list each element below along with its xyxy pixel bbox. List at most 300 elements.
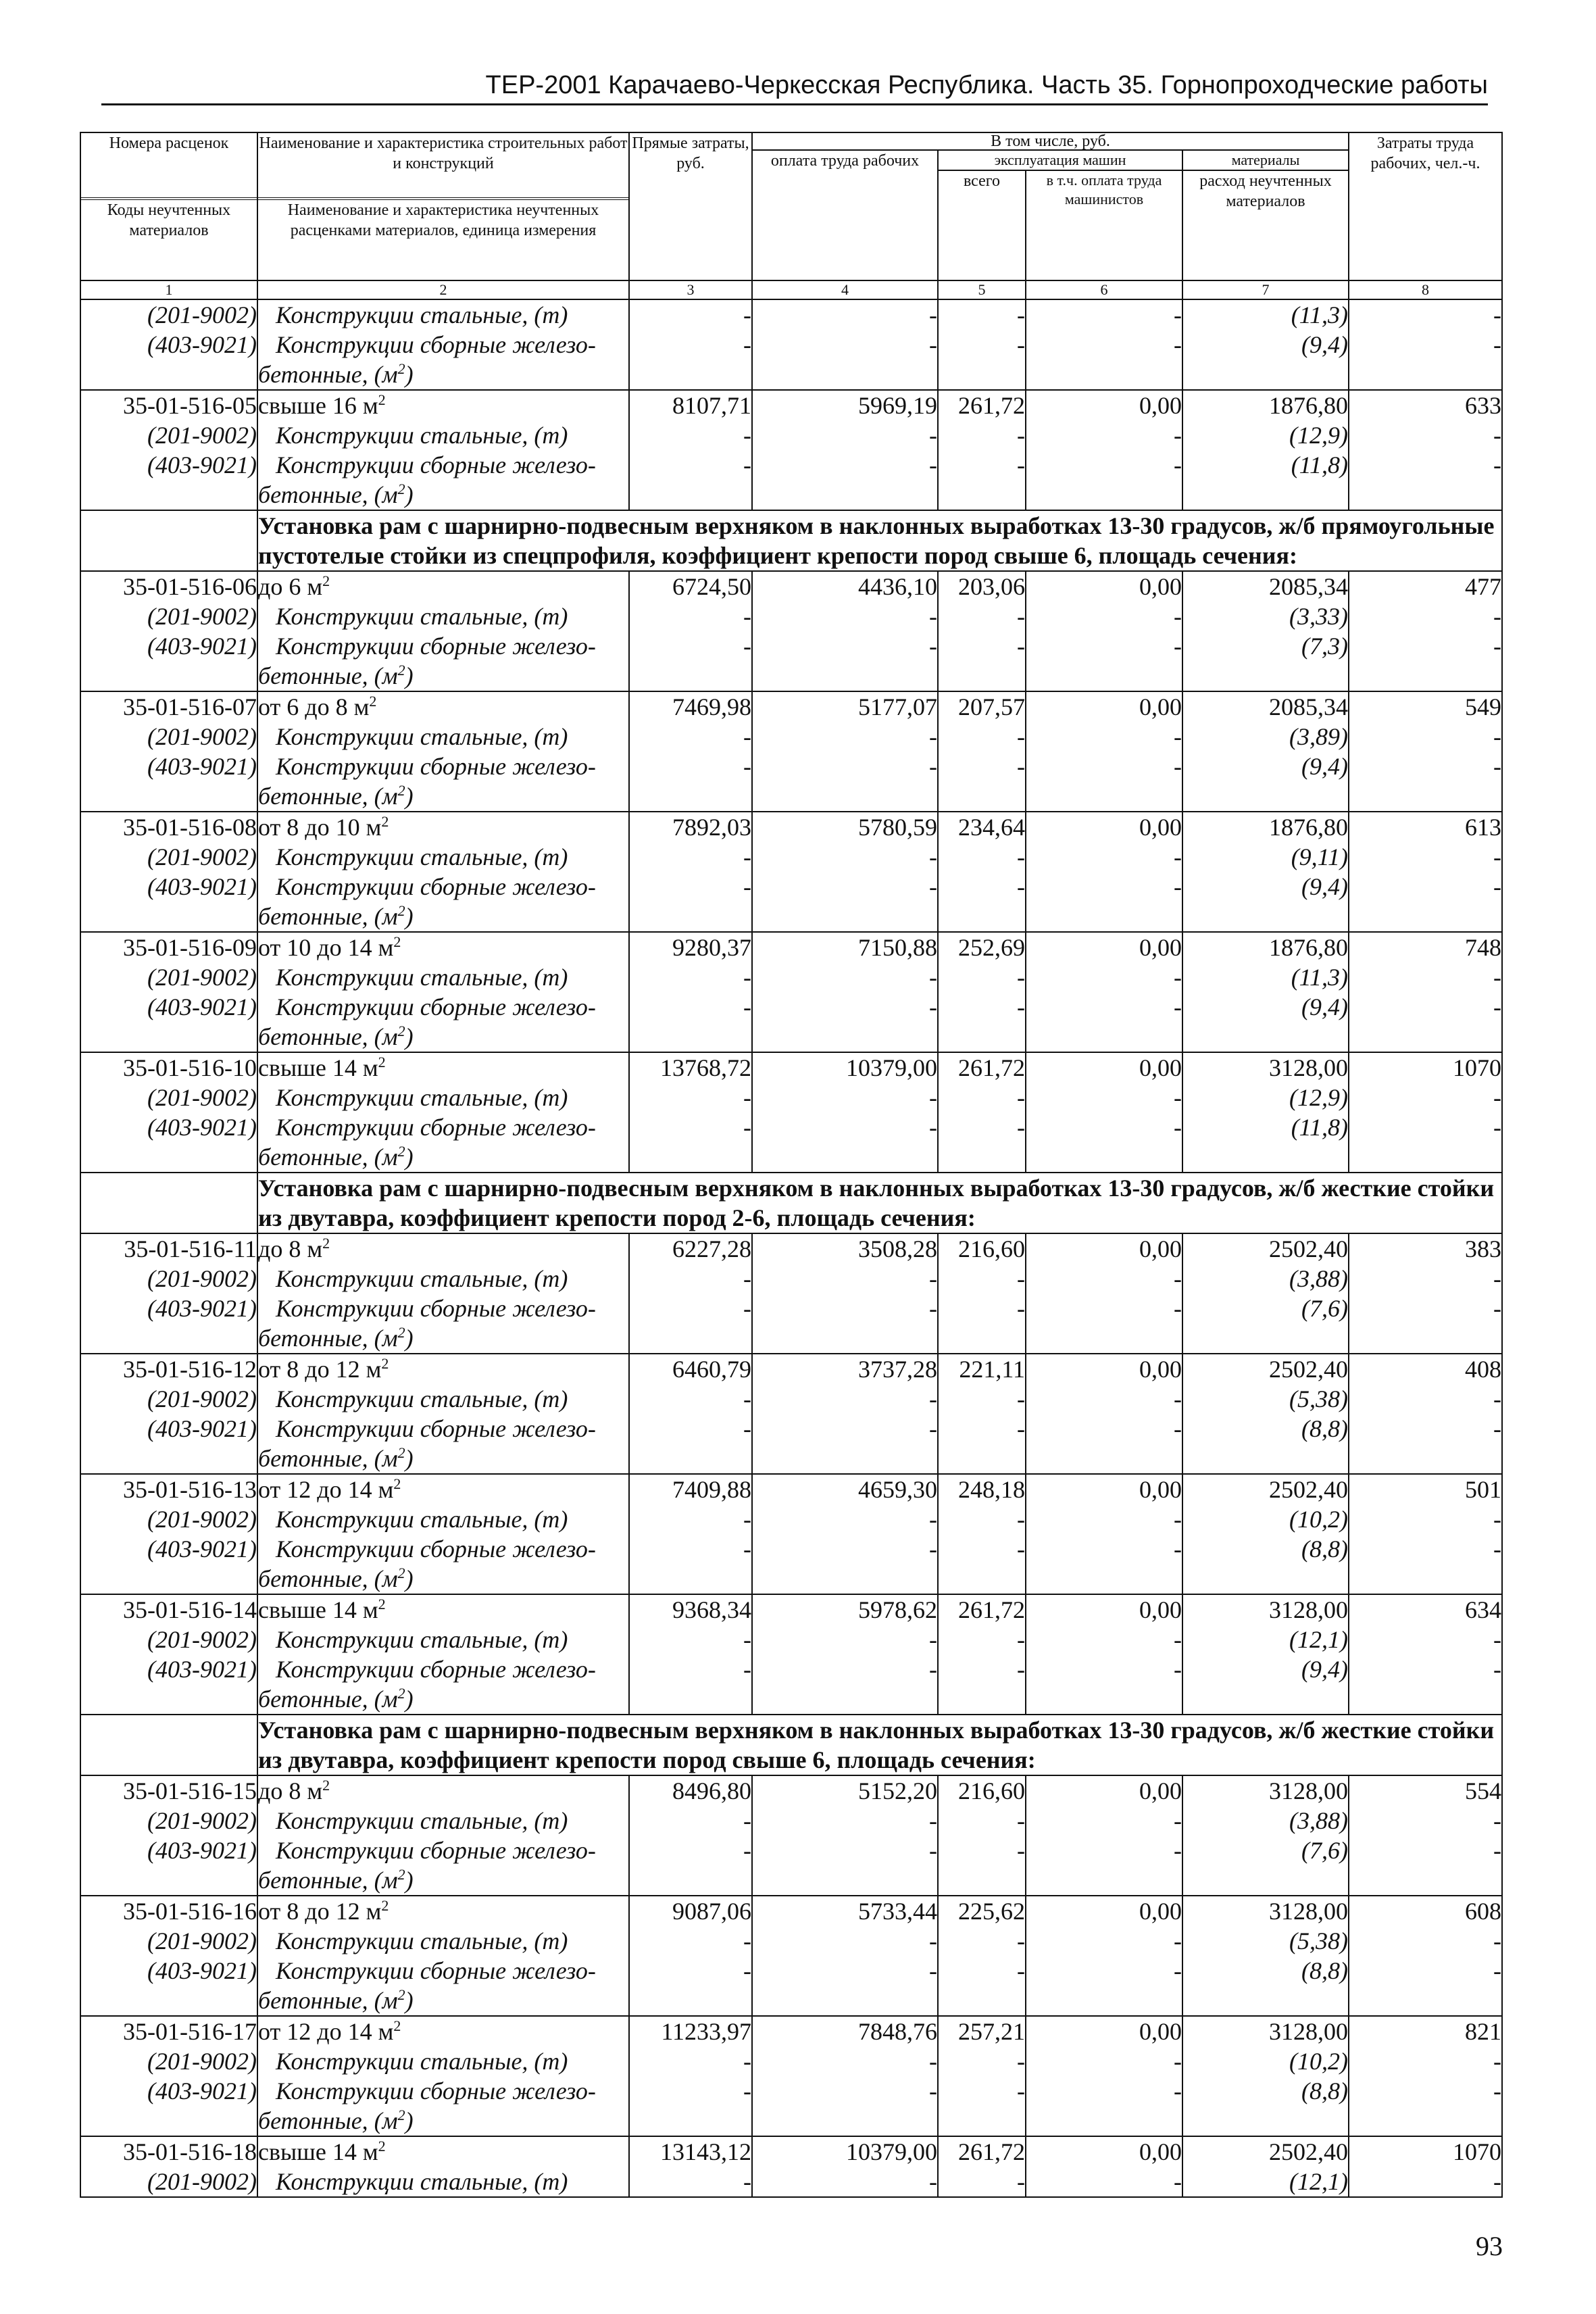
col7-header: расход неучтенных материалов [1182, 170, 1349, 280]
resource-row-cont [80, 1444, 1502, 1474]
rate-name: от 8 до 12 $м^2$ [257, 1354, 629, 1384]
resource-name-cont: бетонные, $(м^2)$ [257, 1684, 629, 1715]
resource-name: Конструкции стальные, (т) [257, 2046, 629, 2076]
direct-cost: 7469,98 [629, 691, 752, 722]
materials-cost: 3128,00 [1182, 1775, 1349, 1806]
header-rule [101, 103, 1488, 105]
col-number: 4 [752, 280, 938, 299]
resource-row-cont [80, 661, 1502, 691]
dash-cell: - [1026, 962, 1182, 992]
materials-cost: 2502,40 [1182, 2136, 1349, 2167]
rate-name: от 6 до 8 $м^2$ [257, 691, 629, 722]
dash-cell: - [629, 2076, 752, 2106]
dash-cell: - [1349, 1806, 1502, 1836]
materials-cost: 3128,00 [1182, 1594, 1349, 1625]
resource-row-cont [80, 902, 1502, 932]
dash-cell: - [938, 722, 1026, 752]
dash-cell: - [1349, 330, 1502, 360]
labor-hours: 748 [1349, 932, 1502, 962]
rate-code: 35-01-516-11 [80, 1233, 257, 1264]
dash-cell: - [1026, 2076, 1182, 2106]
dash-cell: - [629, 420, 752, 450]
dash-cell: - [629, 1294, 752, 1323]
rate-code: 35-01-516-06 [80, 571, 257, 601]
materials-cost: 2502,40 [1182, 1354, 1349, 1384]
resource-name: Конструкции сборные железо- [257, 1836, 629, 1865]
dash-cell: - [629, 722, 752, 752]
resource-amount: (8,8) [1182, 1414, 1349, 1444]
dash-cell: - [752, 631, 938, 661]
resource-row-cont [80, 1986, 1502, 2016]
rate-name: от 8 до 10 $м^2$ [257, 812, 629, 842]
dash-cell: - [1349, 1264, 1502, 1294]
resource-name: Конструкции сборные железо- [257, 1414, 629, 1444]
dash-cell: - [1349, 1112, 1502, 1142]
labor-hours: 613 [1349, 812, 1502, 842]
resource-code: (201-9002) [80, 420, 257, 450]
dash-cell: - [1026, 1926, 1182, 1956]
dash-cell: - [1349, 1384, 1502, 1414]
dash-cell: - [938, 1534, 1026, 1564]
machines-total: 207,57 [938, 691, 1026, 722]
machinist-wage: 0,00 [1026, 1354, 1182, 1384]
rate-row [80, 1594, 1502, 1625]
resource-name: Конструкции сборные железо- [257, 872, 629, 902]
resource-code: (201-9002) [80, 1504, 257, 1534]
dash-cell: - [752, 1384, 938, 1414]
dash-cell: - [1349, 450, 1502, 480]
dash-cell: - [938, 1654, 1026, 1684]
resource-row [80, 330, 1502, 360]
dash-cell: - [629, 1956, 752, 1986]
dash-cell: - [629, 1625, 752, 1654]
dash-cell: - [629, 631, 752, 661]
resource-amount: (3,33) [1182, 601, 1349, 631]
dash-cell: - [752, 1956, 938, 1986]
resource-code: (201-9002) [80, 1625, 257, 1654]
rate-row [80, 1474, 1502, 1504]
resource-row [80, 2076, 1502, 2106]
resource-name-cont: бетонные, $(м^2)$ [257, 661, 629, 691]
dash-cell: - [629, 1384, 752, 1414]
resource-code: (201-9002) [80, 1926, 257, 1956]
dash-cell: - [938, 1083, 1026, 1112]
machines-total: 261,72 [938, 1052, 1026, 1083]
dash-cell: - [1349, 1836, 1502, 1865]
resource-code: (201-9002) [80, 962, 257, 992]
dash-cell: - [752, 1534, 938, 1564]
resource-amount: (8,8) [1182, 1534, 1349, 1564]
machines-total: 261,72 [938, 1594, 1026, 1625]
rate-row [80, 812, 1502, 842]
resource-amount: (9,4) [1182, 752, 1349, 781]
direct-cost: 7409,88 [629, 1474, 752, 1504]
dash-cell: - [752, 842, 938, 872]
dash-cell: - [1026, 872, 1182, 902]
resource-name: Конструкции стальные, (т) [257, 1806, 629, 1836]
dash-cell: - [1349, 1414, 1502, 1444]
machines-total: 248,18 [938, 1474, 1026, 1504]
resource-amount: (12,9) [1182, 1083, 1349, 1112]
dash-cell: - [938, 992, 1026, 1022]
resource-name: Конструкции стальные, (т) [257, 1083, 629, 1112]
dash-cell: - [629, 601, 752, 631]
materials-cost: 2502,40 [1182, 1474, 1349, 1504]
dash-cell: - [938, 842, 1026, 872]
dash-cell: - [752, 1836, 938, 1865]
dash-cell: - [752, 1625, 938, 1654]
dash-cell: - [1026, 2167, 1182, 2197]
resource-name: Конструкции сборные железо- [257, 1956, 629, 1986]
dash-cell: - [1026, 450, 1182, 480]
resource-amount: (8,8) [1182, 2076, 1349, 2106]
resource-row [80, 1414, 1502, 1444]
rate-name: свыше 14 $м^2$ [257, 2136, 629, 2167]
dash-cell: - [1349, 1625, 1502, 1654]
resource-name-cont: бетонные, $(м^2)$ [257, 2106, 629, 2136]
dash-cell: - [752, 722, 938, 752]
resource-name: Конструкции сборные железо- [257, 330, 629, 360]
resource-code: (403-9021) [80, 1112, 257, 1142]
col6-header: в т.ч. оплата труда машинистов [1026, 170, 1182, 280]
rate-code: 35-01-516-05 [80, 390, 257, 420]
resource-code: (403-9021) [80, 2076, 257, 2106]
dash-cell: - [752, 962, 938, 992]
dash-cell: - [1349, 2167, 1502, 2197]
resource-name-cont: бетонные, $(м^2)$ [257, 781, 629, 812]
dash-cell: - [1026, 299, 1182, 330]
resource-amount: (7,6) [1182, 1294, 1349, 1323]
resource-row [80, 752, 1502, 781]
machines-total: 221,11 [938, 1354, 1026, 1384]
resource-row [80, 299, 1502, 330]
dash-cell: - [1026, 1414, 1182, 1444]
materials-cost: 2085,34 [1182, 571, 1349, 601]
dash-cell: - [1026, 631, 1182, 661]
dash-cell: - [629, 1534, 752, 1564]
resource-name: Конструкции стальные, (т) [257, 299, 629, 330]
dash-cell: - [752, 1294, 938, 1323]
direct-cost: 13143,12 [629, 2136, 752, 2167]
resource-row-cont [80, 1142, 1502, 1173]
resource-row-cont [80, 1564, 1502, 1594]
labor-hours: 554 [1349, 1775, 1502, 1806]
col2-header-top: Наименование и характеристика строительных работ и конструкций [257, 132, 629, 197]
dash-cell: - [1026, 1294, 1182, 1323]
dash-cell: - [629, 2167, 752, 2197]
dash-cell: - [938, 1806, 1026, 1836]
dash-cell: - [629, 1836, 752, 1865]
dash-cell: - [1349, 962, 1502, 992]
dash-cell: - [938, 1414, 1026, 1444]
resource-row [80, 1836, 1502, 1865]
worker-wage: 4436,10 [752, 571, 938, 601]
resource-code: (201-9002) [80, 1806, 257, 1836]
resource-name: Конструкции сборные железо- [257, 1654, 629, 1684]
resource-code: (403-9021) [80, 450, 257, 480]
resource-row [80, 420, 1502, 450]
resource-row [80, 1534, 1502, 1564]
machinist-wage: 0,00 [1026, 691, 1182, 722]
resource-name: Конструкции стальные, (т) [257, 722, 629, 752]
worker-wage: 5780,59 [752, 812, 938, 842]
machinist-wage: 0,00 [1026, 1474, 1182, 1504]
dash-cell: - [629, 1504, 752, 1534]
resource-amount: (10,2) [1182, 2046, 1349, 2076]
resource-name: Конструкции сборные железо- [257, 1112, 629, 1142]
dash-cell: - [752, 2167, 938, 2197]
machines-total: 261,72 [938, 390, 1026, 420]
resource-row [80, 601, 1502, 631]
worker-wage: 5152,20 [752, 1775, 938, 1806]
machines-total: 216,60 [938, 1233, 1026, 1264]
dash-cell: - [629, 450, 752, 480]
resource-amount: (12,1) [1182, 2167, 1349, 2197]
resource-row-cont [80, 1323, 1502, 1354]
rate-name: до 6 $м^2$ [257, 571, 629, 601]
resource-row [80, 872, 1502, 902]
machinist-wage: 0,00 [1026, 1233, 1182, 1264]
dash-cell: - [1349, 420, 1502, 450]
rate-code: 35-01-516-10 [80, 1052, 257, 1083]
labor-hours: 549 [1349, 691, 1502, 722]
materials-cost: 1876,80 [1182, 390, 1349, 420]
machines-total: 203,06 [938, 571, 1026, 601]
rate-row [80, 2016, 1502, 2046]
rate-name: до 8 $м^2$ [257, 1775, 629, 1806]
dash-cell: - [1349, 1956, 1502, 1986]
materials-cost: 3128,00 [1182, 1896, 1349, 1926]
dash-cell: - [1026, 1264, 1182, 1294]
dash-cell: - [629, 2046, 752, 2076]
dash-cell: - [752, 872, 938, 902]
resource-name: Конструкции стальные, (т) [257, 962, 629, 992]
resource-row [80, 992, 1502, 1022]
machinist-wage: 0,00 [1026, 2136, 1182, 2167]
dash-cell: - [1349, 722, 1502, 752]
resource-name: Конструкции стальные, (т) [257, 2167, 629, 2197]
col4-header: оплата труда рабочих [752, 150, 938, 280]
dash-cell: - [629, 1654, 752, 1684]
dash-cell: - [1349, 2076, 1502, 2106]
dash-cell: - [629, 752, 752, 781]
worker-wage: 3508,28 [752, 1233, 938, 1264]
machines-total: 252,69 [938, 932, 1026, 962]
dash-cell: - [1349, 1534, 1502, 1564]
resource-amount: (11,3) [1182, 962, 1349, 992]
resource-name-cont: бетонные, $(м^2)$ [257, 1444, 629, 1474]
dash-cell: - [752, 1112, 938, 1142]
direct-cost: 9087,06 [629, 1896, 752, 1926]
resource-name-cont: бетонные, $(м^2)$ [257, 360, 629, 390]
dash-cell: - [1026, 1534, 1182, 1564]
resource-name: Конструкции сборные железо- [257, 992, 629, 1022]
worker-wage: 10379,00 [752, 1052, 938, 1083]
dash-cell: - [938, 1504, 1026, 1534]
rate-row [80, 1775, 1502, 1806]
labor-hours: 477 [1349, 571, 1502, 601]
dash-cell: - [1026, 1112, 1182, 1142]
rate-name: от 10 до 14 $м^2$ [257, 932, 629, 962]
column-numbers-row [80, 280, 1502, 299]
worker-wage: 10379,00 [752, 2136, 938, 2167]
rate-name: от 12 до 14 $м^2$ [257, 1474, 629, 1504]
resource-name-cont: бетонные, $(м^2)$ [257, 1323, 629, 1354]
machines-total: 261,72 [938, 2136, 1026, 2167]
page-header: ТЕР-2001 Карачаево-Черкесская Республика. Часть 35. Горнопроходческие работы [485, 71, 1488, 99]
dash-cell: - [1026, 1384, 1182, 1414]
machines-total: 234,64 [938, 812, 1026, 842]
rate-code: 35-01-516-18 [80, 2136, 257, 2167]
resource-name: Конструкции стальные, (т) [257, 420, 629, 450]
resource-name-cont: бетонные, $(м^2)$ [257, 1142, 629, 1173]
resource-amount: (9,11) [1182, 842, 1349, 872]
dash-cell: - [629, 992, 752, 1022]
resource-amount: (8,8) [1182, 1956, 1349, 1986]
labor-hours: 633 [1349, 390, 1502, 420]
resource-code: (201-9002) [80, 1264, 257, 1294]
resource-name: Конструкции стальные, (т) [257, 1926, 629, 1956]
resource-name-cont: бетонные, $(м^2)$ [257, 1564, 629, 1594]
dash-cell: - [752, 752, 938, 781]
dash-cell: - [938, 962, 1026, 992]
resource-amount: (12,1) [1182, 1625, 1349, 1654]
direct-cost: 9280,37 [629, 932, 752, 962]
dash-cell: - [938, 1384, 1026, 1414]
col-number: 5 [938, 280, 1026, 299]
labor-hours: 608 [1349, 1896, 1502, 1926]
resource-row [80, 450, 1502, 480]
resource-code: (201-9002) [80, 601, 257, 631]
dash-cell: - [629, 299, 752, 330]
rate-name: свыше 16 $м^2$ [257, 390, 629, 420]
dash-cell: - [938, 1836, 1026, 1865]
resource-code: (403-9021) [80, 752, 257, 781]
rate-row [80, 1354, 1502, 1384]
dash-cell: - [1349, 1294, 1502, 1323]
dash-cell: - [1349, 992, 1502, 1022]
dash-cell: - [1026, 1654, 1182, 1684]
col5-header: всего [938, 170, 1026, 280]
dash-cell: - [1026, 1836, 1182, 1865]
resource-amount: (9,4) [1182, 992, 1349, 1022]
resource-name: Конструкции сборные железо- [257, 2076, 629, 2106]
resource-row [80, 1504, 1502, 1534]
resource-amount: (7,3) [1182, 631, 1349, 661]
dash-cell: - [1349, 872, 1502, 902]
resource-amount: (9,4) [1182, 330, 1349, 360]
dash-cell: - [1026, 420, 1182, 450]
resource-row-cont [80, 360, 1502, 390]
direct-cost: 13768,72 [629, 1052, 752, 1083]
machinist-wage: 0,00 [1026, 812, 1182, 842]
dash-cell: - [752, 1504, 938, 1534]
resource-amount: (11,8) [1182, 1112, 1349, 1142]
resource-row [80, 1654, 1502, 1684]
worker-wage: 5177,07 [752, 691, 938, 722]
dash-cell: - [1349, 601, 1502, 631]
resource-amount: (3,88) [1182, 1806, 1349, 1836]
resource-name-cont: бетонные, $(м^2)$ [257, 1022, 629, 1052]
resource-row [80, 842, 1502, 872]
dash-cell: - [938, 752, 1026, 781]
rate-name: до 8 $м^2$ [257, 1233, 629, 1264]
resource-name: Конструкции стальные, (т) [257, 842, 629, 872]
dash-cell: - [938, 450, 1026, 480]
col-number: 7 [1182, 280, 1349, 299]
materials-cost: 2502,40 [1182, 1233, 1349, 1264]
resource-code: (201-9002) [80, 1083, 257, 1112]
worker-wage: 5733,44 [752, 1896, 938, 1926]
dash-cell: - [1349, 1926, 1502, 1956]
dash-cell: - [1349, 1654, 1502, 1684]
resource-row-cont [80, 1865, 1502, 1896]
dash-cell: - [752, 1926, 938, 1956]
resource-name: Конструкции сборные железо- [257, 1294, 629, 1323]
materials-cost: 3128,00 [1182, 1052, 1349, 1083]
dash-cell: - [938, 2046, 1026, 2076]
dash-cell: - [1026, 752, 1182, 781]
direct-cost: 6724,50 [629, 571, 752, 601]
direct-cost: 8107,71 [629, 390, 752, 420]
dash-cell: - [752, 330, 938, 360]
worker-wage: 7150,88 [752, 932, 938, 962]
dash-cell: - [1349, 631, 1502, 661]
worker-wage: 7848,76 [752, 2016, 938, 2046]
dash-cell: - [629, 1806, 752, 1836]
resource-code: (403-9021) [80, 1836, 257, 1865]
resource-row [80, 1926, 1502, 1956]
dash-cell: - [1026, 1806, 1182, 1836]
dash-cell: - [752, 992, 938, 1022]
resource-name: Конструкции стальные, (т) [257, 1264, 629, 1294]
rate-code: 35-01-516-16 [80, 1896, 257, 1926]
direct-cost: 6227,28 [629, 1233, 752, 1264]
resource-amount: (11,8) [1182, 450, 1349, 480]
dash-cell: - [629, 1264, 752, 1294]
dash-cell: - [752, 2076, 938, 2106]
resource-code: (403-9021) [80, 1534, 257, 1564]
materials-cost: 1876,80 [1182, 932, 1349, 962]
resource-code: (403-9021) [80, 330, 257, 360]
dash-cell: - [938, 330, 1026, 360]
dash-cell: - [1026, 601, 1182, 631]
section-title: Установка рам с шарнирно-подвесным верхняком в наклонных выработках 13-30 градусов, ж/б прямоугольные пустотелые стойки из спецпрофиля, коэффициент крепости пород свыше 6, площадь сечения: [257, 510, 1502, 571]
resource-row-cont [80, 1022, 1502, 1052]
direct-cost: 9368,34 [629, 1594, 752, 1625]
dash-cell: - [938, 631, 1026, 661]
dash-cell: - [938, 1956, 1026, 1986]
rate-row [80, 571, 1502, 601]
resource-name: Конструкции стальные, (т) [257, 1504, 629, 1534]
resource-code: (403-9021) [80, 872, 257, 902]
dash-cell: - [1026, 722, 1182, 752]
resource-amount: (5,38) [1182, 1926, 1349, 1956]
dash-cell: - [629, 962, 752, 992]
rate-row [80, 390, 1502, 420]
resource-name: Конструкции стальные, (т) [257, 601, 629, 631]
dash-cell: - [752, 1414, 938, 1444]
col-number: 8 [1349, 280, 1502, 299]
worker-wage: 5978,62 [752, 1594, 938, 1625]
resource-amount: (7,6) [1182, 1836, 1349, 1865]
direct-cost: 6460,79 [629, 1354, 752, 1384]
resource-amount: (9,4) [1182, 872, 1349, 902]
resource-amount: (5,38) [1182, 1384, 1349, 1414]
dash-cell: - [1026, 330, 1182, 360]
resource-amount: (10,2) [1182, 1504, 1349, 1534]
rate-code: 35-01-516-12 [80, 1354, 257, 1384]
